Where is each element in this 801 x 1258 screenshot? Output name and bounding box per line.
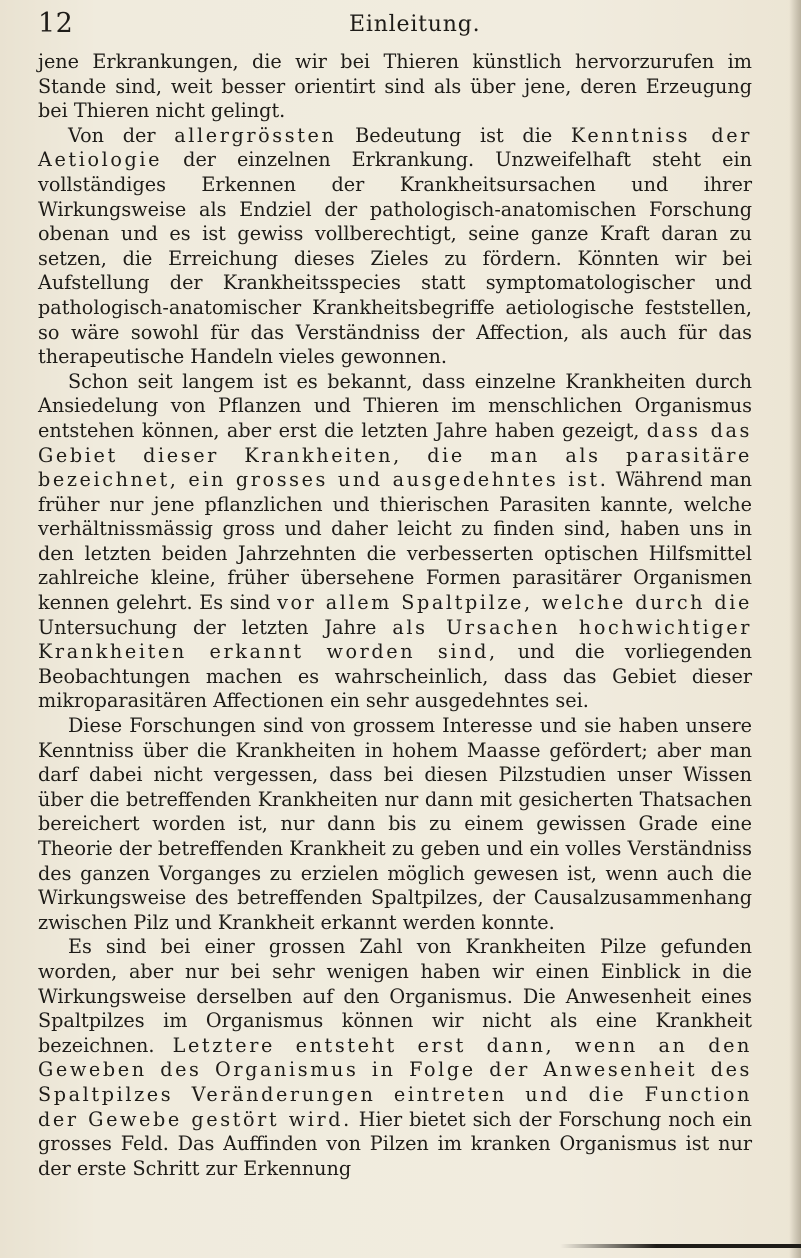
emphasized-text: allergrössten xyxy=(174,123,337,147)
text-segment: Von der xyxy=(68,123,175,147)
emphasized-text: dass das Gebiet dieser Krankheiten, die man als parasitäre bezeichnet, ein grosses und ausgedehntes ist. xyxy=(38,418,752,492)
page-edge-shadow xyxy=(789,0,801,1258)
paragraph xyxy=(38,124,752,370)
emphasized-text: als Ursachen hochwichtiger Krankheiten erkannt worden sind, xyxy=(38,615,752,664)
emphasized-text: Letztere entsteht erst dann, wenn an den Geweben des Organismus in Folge der Anwesenheit des Spaltpilzes Veränderungen eintreten und die Function der Gewebe gestört wird. xyxy=(38,1033,752,1131)
text-segment: Während man früher nur jene pflanzlichen und thierischen Parasiten kannte, welche verhältnissmässig gross und daher leicht zu finden sind, haben uns in den letzten beiden Jahrzehnten die verbesserten optischen Hilfsmittel zahlreiche kleine, früher übersehene Formen parasitärer Organismen kennen gelehrt. Es sind xyxy=(38,468,752,615)
text-segment: Schon seit langem ist es bekannt, dass einzelne Krankheiten durch Ansiedelung von Pflanzen und Thieren im menschlichen Organismus entstehen können, aber erst die letzten Jahre haben gezeigt, xyxy=(38,369,752,442)
text-segment: jene Erkrankungen, die wir bei Thieren künstlich hervorzurufen im Stande sind, weit besser orientirt sind als über jene, deren Erzeugung bei Thieren nicht gelingt. xyxy=(38,50,752,123)
text-segment: Hier bietet sich der Forschung noch ein grosses Feld. Das Auffinden von Pilzen im kranken Organismus ist nur der erste Schritt zur Erkennung xyxy=(38,1107,752,1180)
text-segment: der einzelnen Erkrankung. Unzweifelhaft steht ein vollständiges Erkennen der Krankheitsursachen und ihrer Wirkungsweise als Endziel der pathologisch-anatomischen Forschung obenan und es ist gewiss vollberechtigt, seine ganze Kraft daran zu setzen, die Erreichung dieses Zieles zu fördern. Könnten wir bei Aufstellung der Krankheitsspecies statt symptomatologischer und pathologisch-anatomischer Krankheitsbegriffe aetiologische feststellen, so wäre sowohl für das Verständniss der Affection, als auch für das therapeutische Handeln vieles gewonnen. xyxy=(38,148,752,369)
emphasized-text: vor allem Spaltpilze, welche durch die xyxy=(277,591,752,615)
text-segment: Diese Forschungen sind von grossem Interesse und sie haben unsere Kenntniss über die Krankheiten in hohem Maasse gefördert; aber man darf dabei nicht vergessen, dass bei diesen Pilzstudien unser Wissen über die betreffenden Krankheiten nur dann mit gesicherten Thatsachen bereichert worden ist, nur dann bis zu einem gewissen Grade eine Theorie der betreffenden Krankheit zu geben und ein volles Verständniss des ganzen Vorganges zu erzielen möglich gewesen ist, wenn auch die Wirkungsweise des betreffenden Spaltpilzes, der Causalzusammenhang zwischen Pilz und Krankheit erkannt werden konnte. xyxy=(38,714,752,934)
bottom-edge-rule xyxy=(560,1244,801,1248)
text-segment: Bedeutung ist die xyxy=(336,123,571,147)
paragraph xyxy=(38,50,752,124)
text-segment: Es sind bei einer grossen Zahl von Krankheiten Pilze gefunden worden, aber nur bei sehr wenigen haben wir einen Einblick in die Wirkungsweise derselben auf den Organismus. Die Anwesenheit eines Spaltpilzes im Organismus können wir nicht als eine Krankheit bezeichnen. xyxy=(38,935,752,1057)
running-head: Einleitung. xyxy=(349,12,481,37)
paragraph xyxy=(38,370,752,714)
emphasized-text: Kenntniss der Aetiologie xyxy=(38,123,753,172)
text-segment: Untersuchung der letzten Jahre xyxy=(38,615,393,639)
body-text xyxy=(38,50,752,1181)
paragraph xyxy=(38,714,752,935)
page-number: 12 xyxy=(38,8,74,39)
text-segment: und die vorliegenden Beobachtungen machen es wahrscheinlich, dass das Gebiet dieser mikroparasitären Affectionen ein sehr ausgedehntes sei. xyxy=(38,640,752,713)
paragraph xyxy=(38,935,752,1181)
